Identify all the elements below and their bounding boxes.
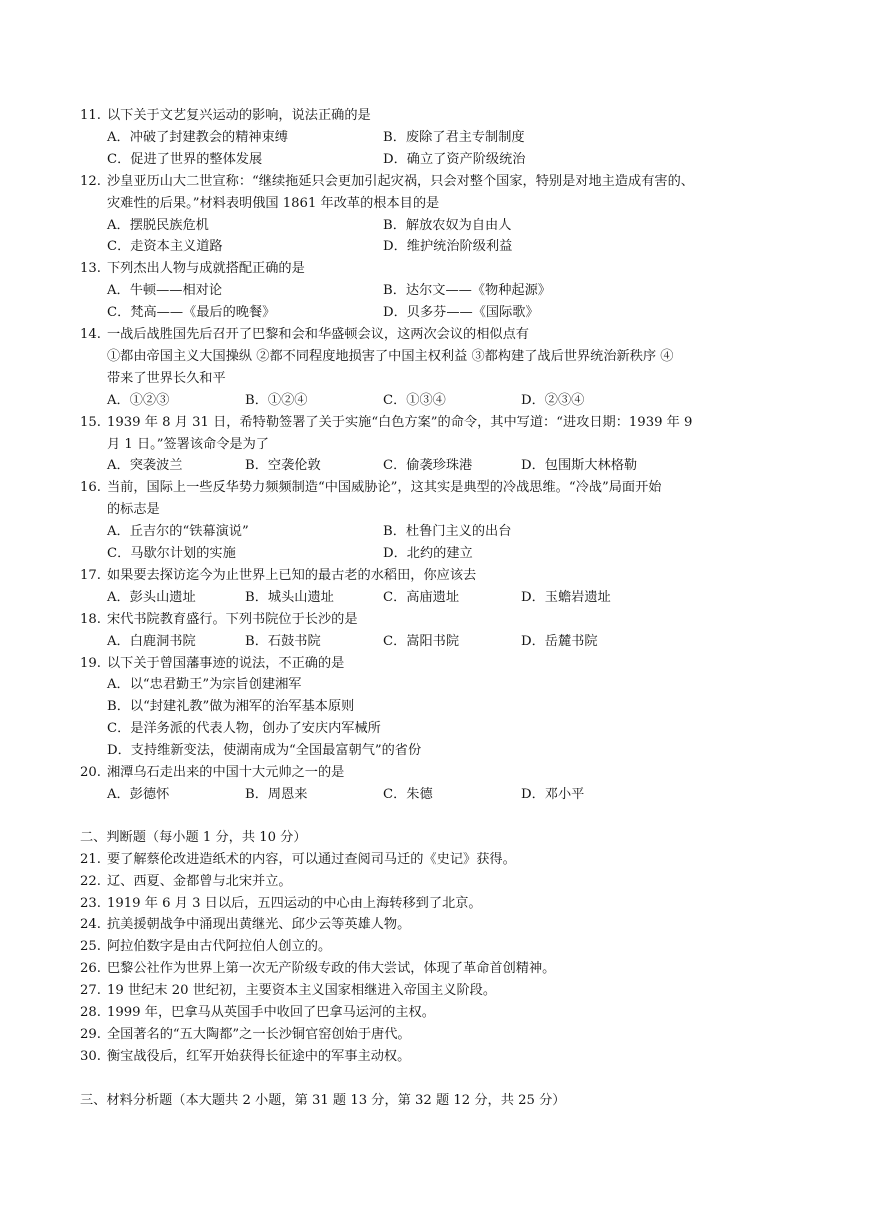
question-text: 衡宝战役后，红军开始获得长征途中的军事主动权。	[107, 1048, 411, 1064]
option: A．突袭波兰	[107, 458, 183, 474]
option: A．①②③	[107, 392, 170, 408]
question-number: 28.	[80, 1005, 101, 1020]
question-number: 21.	[80, 851, 101, 867]
option: C．偷袭珍珠港	[383, 458, 473, 474]
question-number: 23.	[80, 895, 101, 911]
question-stem: 一战后战胜国先后召开了巴黎和会和华盛顿会议，这两次会议的相似点有	[107, 327, 529, 342]
section-title: 二、判断题（每小题 1 分，共 10 分）	[80, 829, 307, 845]
question-number: 18.	[80, 611, 101, 627]
question-text: 要了解蔡伦改进造纸术的内容，可以通过查阅司马迁的《史记》获得。	[107, 851, 516, 867]
option: D．岳麓书院	[521, 633, 598, 649]
question-text: 1919 年 6 月 3 日以后，五四运动的中心由上海转移到了北京。	[107, 895, 482, 911]
option: B．解放农奴为自由人	[383, 217, 512, 233]
option: B．空袭伦敦	[245, 458, 321, 474]
option: C．①③④	[383, 392, 446, 408]
option: B．达尔文——《物种起源》	[383, 283, 551, 299]
option: B．周恩来	[245, 786, 308, 802]
question-number: 30.	[80, 1048, 101, 1064]
question-number: 26.	[80, 961, 101, 977]
question-stem: 如果要去探访迄今为止世界上已知的最古老的水稻田，你应该去	[107, 567, 477, 583]
option: A．牛顿——相对论	[107, 283, 223, 299]
question-number: 29.	[80, 1026, 101, 1042]
question-stem: 带来了世界长久和平	[107, 370, 226, 386]
option: C．走资本主义道路	[107, 239, 223, 255]
question-number: 20.	[80, 765, 101, 780]
option: A．冲破了封建教会的精神束缚	[107, 129, 288, 145]
question-number: 19.	[80, 655, 101, 671]
question-number: 24.	[80, 917, 101, 933]
question-text: 19 世纪末 20 世纪初，主要资本主义国家相继进入帝国主义阶段。	[107, 983, 497, 999]
section-title: 三、材料分析题（本大题共 2 小题，第 31 题 13 分，第 32 题 12 分，共 25 分）	[80, 1092, 566, 1108]
question-text: 全国著名的“五大陶都”之一长沙铜官窑创始于唐代。	[107, 1026, 411, 1042]
option: C．促进了世界的整体发展	[107, 151, 263, 167]
question-text: 巴黎公社作为世界上第一次无产阶级专政的伟大尝试，体现了革命首创精神。	[107, 961, 556, 977]
option: B．杜鲁门主义的出台	[383, 524, 512, 540]
question-text: 辽、西夏、金都曾与北宋并立。	[107, 873, 292, 889]
option: A．彭德怀	[107, 786, 170, 802]
option: C．是洋务派的代表人物，创办了安庆内军械所	[107, 721, 381, 737]
option: D．玉蟾岩遗址	[521, 589, 611, 605]
question-number: 13.	[80, 261, 101, 277]
question-stem: 的标志是	[107, 502, 160, 518]
question-text: 阿拉伯数字是由古代阿拉伯人创立的。	[107, 939, 332, 955]
question-text: 1999 年，巴拿马从英国手中收回了巴拿马运河的主权。	[107, 1005, 435, 1020]
option: A．白鹿洞书院	[107, 633, 196, 649]
question-stem: 1939 年 8 月 31 日，希特勒签署了关于实施“白色方案”的命令，其中写道：“进攻日期：1939 年 9	[107, 414, 693, 430]
option: B．①②④	[245, 392, 308, 408]
question-stem: ①都由帝国主义大国操纵 ②都不同程度地损害了中国主权利益 ③都构建了战后世界统治新秩序 ④	[107, 348, 674, 364]
option: D．贝多芬——《国际歌》	[383, 305, 539, 321]
question-stem: 月 1 日。”签署该命令是为了	[107, 436, 269, 452]
question-number: 22.	[80, 873, 101, 889]
question-number: 17.	[80, 567, 101, 583]
question-stem: 以下关于曾国藩事迹的说法，不正确的是	[107, 655, 345, 671]
question-number: 27.	[80, 983, 101, 999]
question-number: 12.	[80, 173, 101, 189]
option: A．彭头山遗址	[107, 589, 196, 605]
question-stem: 湘潭乌石走出来的中国十大元帅之一的是	[107, 765, 345, 780]
question-number: 25.	[80, 939, 101, 955]
option: B．废除了君主专制制度	[383, 129, 525, 145]
question-stem: 宋代书院教育盛行。下列书院位于长沙的是	[107, 611, 358, 627]
option: A．以“忠君勤王”为宗旨创建湘军	[107, 677, 302, 693]
option: C．梵高——《最后的晚餐》	[107, 305, 276, 321]
question-stem: 当前，国际上一些反华势力频频制造“中国威胁论”，这其实是典型的冷战思维。“冷战”局面开始	[107, 480, 662, 496]
question-stem: 灾难性的后果。”材料表明俄国 1861 年改革的根本目的是	[107, 195, 440, 211]
option: D．北约的建立	[383, 546, 473, 561]
option: B．城头山遗址	[245, 589, 334, 605]
option: B．以“封建礼教”做为湘军的治军基本原则	[107, 699, 355, 715]
question-number: 15.	[80, 414, 101, 430]
option: C．马歇尔计划的实施	[107, 546, 236, 561]
option: D．维护统治阶级利益	[383, 239, 513, 255]
option: D．支持维新变法，使湖南成为“全国最富朝气”的省份	[107, 743, 422, 759]
option: B．石鼓书院	[245, 633, 321, 649]
option: C．高庙遗址	[383, 589, 460, 605]
option: D．包围斯大林格勒	[521, 458, 638, 474]
question-number: 16.	[80, 480, 101, 496]
option: D．邓小平	[521, 786, 585, 802]
option: C．朱德	[383, 786, 433, 802]
option: C．嵩阳书院	[383, 633, 460, 649]
question-stem: 以下关于文艺复兴运动的影响，说法正确的是	[107, 108, 371, 123]
question-number: 11.	[80, 108, 101, 123]
question-text: 抗美援朝战争中涌现出黄继光、邱少云等英雄人物。	[107, 917, 411, 933]
question-number: 14.	[80, 327, 101, 342]
question-stem: 下列杰出人物与成就搭配正确的是	[107, 261, 305, 277]
option: A．丘吉尔的“铁幕演说”	[107, 524, 249, 540]
option: D．确立了资产阶级统治	[383, 151, 526, 167]
question-stem: 沙皇亚历山大二世宣称：“继续拖延只会更加引起灾祸，只会对整个国家，特别是对地主造成有害的、	[107, 173, 694, 189]
option: D．②③④	[521, 392, 585, 408]
option: A．摆脱民族危机	[107, 217, 209, 233]
